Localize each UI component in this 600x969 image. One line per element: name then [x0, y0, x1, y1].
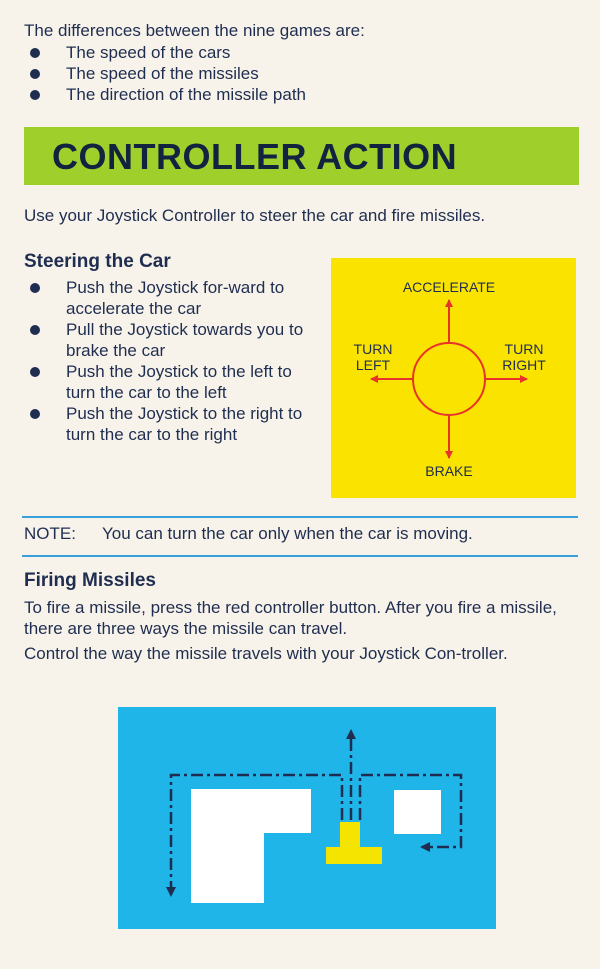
steering-heading: Steering the Car — [24, 251, 171, 272]
turn-left-line1: TURN — [353, 341, 393, 357]
note-row — [24, 523, 473, 544]
note-text: You can turn the car only when the car is moving. — [102, 524, 473, 543]
accelerate-label: ACCELERATE — [402, 279, 496, 295]
note-label: NOTE: — [24, 524, 76, 543]
joystick-circle — [413, 343, 485, 415]
firing-paragraph-2: Control the way the missile travels with your Joystick Con-troller. — [24, 644, 508, 663]
section-banner — [24, 127, 579, 185]
player-car-icon — [326, 822, 382, 864]
list-item: The speed of the cars — [24, 42, 424, 63]
turn-right-line1: TURN — [504, 341, 544, 357]
obstacle-square — [394, 790, 441, 834]
turn-right-label — [493, 341, 555, 373]
list-item: Pull the Joystick towards you to brake the car — [24, 319, 319, 361]
turn-right-line2: RIGHT — [502, 357, 546, 373]
firing-paragraph-1: To fire a missile, press the red controller button. After you fire a missile, there are three ways the missile can travel. — [24, 598, 557, 638]
list-item: Push the Joystick for-ward to accelerate the car — [24, 277, 319, 319]
turn-left-label — [343, 341, 403, 373]
list-item: Push the Joystick to the left to turn the car to the left — [24, 361, 319, 403]
joystick-diagram — [331, 258, 576, 498]
turn-left-line2: LEFT — [355, 357, 391, 373]
divider-top — [22, 516, 578, 518]
obstacle-l-block — [191, 789, 311, 903]
intro-text: The differences between the nine games are: — [24, 21, 365, 40]
missile-path-graphic — [118, 707, 496, 929]
steering-list — [24, 277, 319, 445]
divider-bottom — [22, 555, 578, 557]
list-item: The speed of the missiles — [24, 63, 424, 84]
brake-label: BRAKE — [425, 463, 473, 479]
firing-heading: Firing Missiles — [24, 570, 156, 591]
missile-path-diagram — [118, 707, 496, 929]
differences-list — [24, 42, 424, 105]
banner-title: CONTROLLER ACTION — [52, 136, 458, 177]
use-controller-text: Use your Joystick Controller to steer the car and fire missiles. — [24, 206, 486, 225]
list-item: The direction of the missile path — [24, 84, 424, 105]
list-item: Push the Joystick to the right to turn the car to the right — [24, 403, 319, 445]
